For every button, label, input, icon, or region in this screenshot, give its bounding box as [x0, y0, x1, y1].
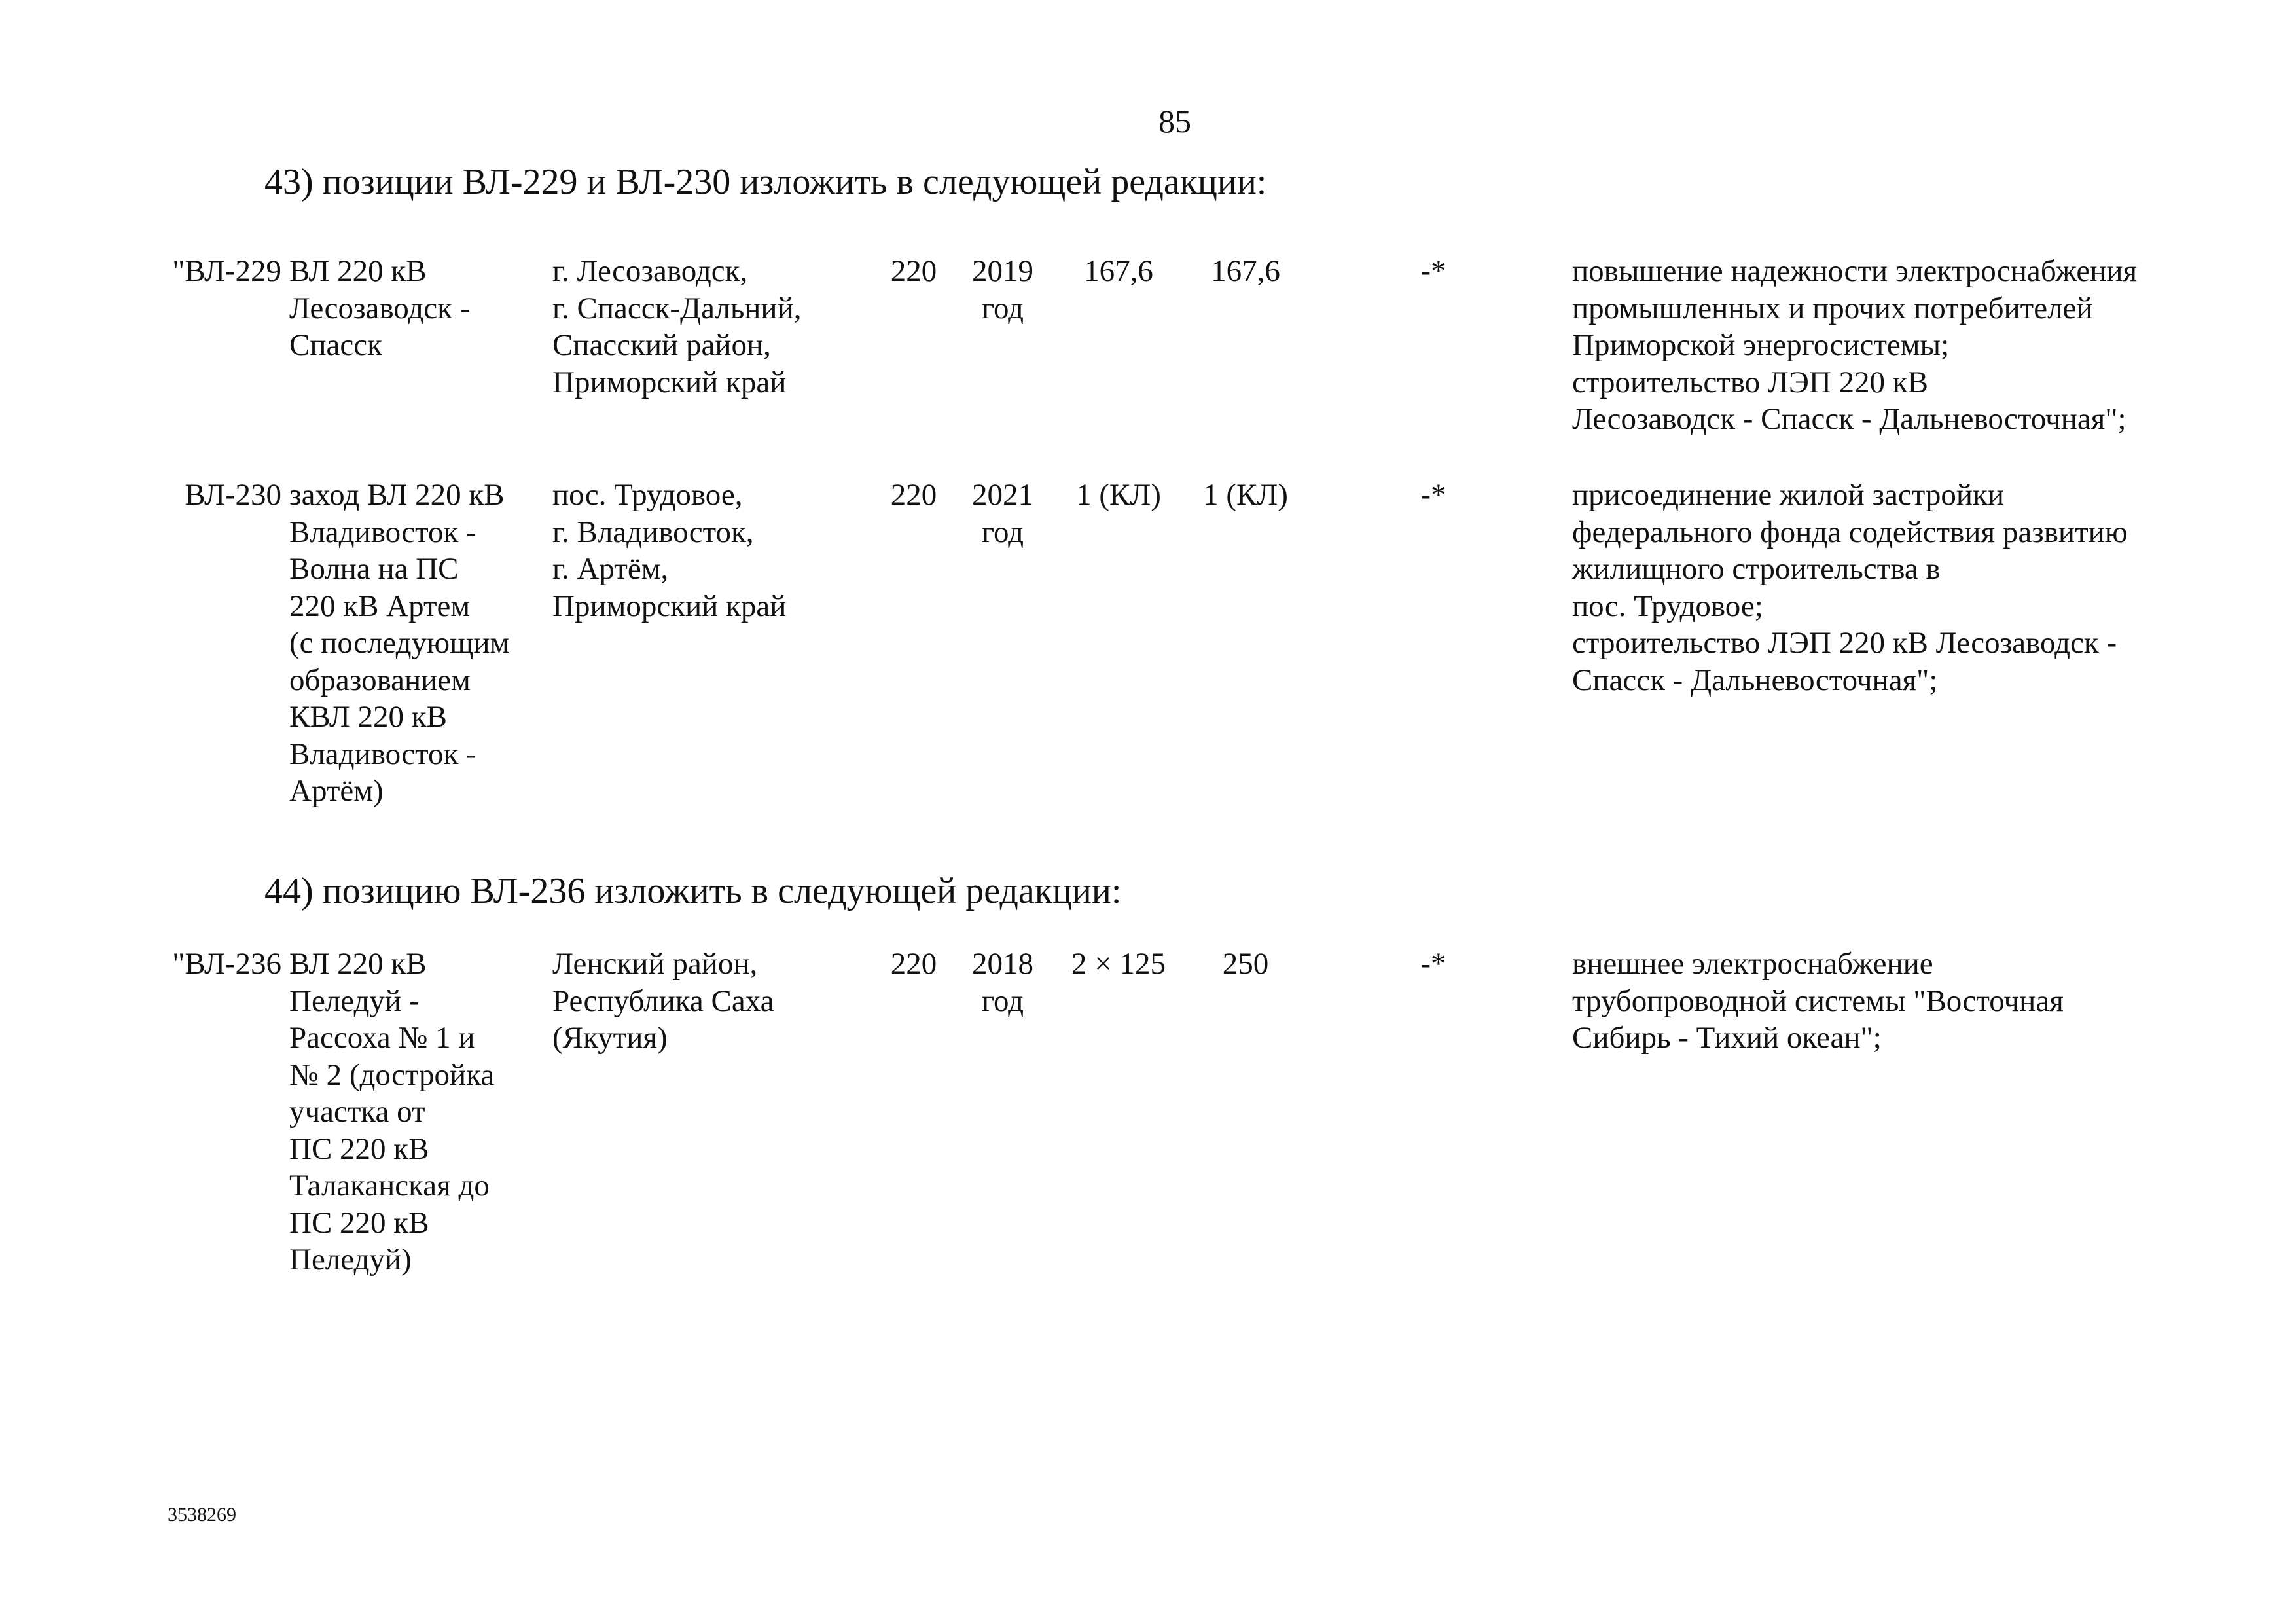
length-1: 2 × 125: [1071, 947, 1166, 981]
location: г. Лесозаводск, г. Спасск-Дальний, Спасский район, Приморский край: [552, 254, 802, 399]
length-2: 250: [1222, 947, 1269, 981]
purpose: внешнее электроснабжение трубопроводной системы "Восточная Сибирь - Тихий океан";: [1572, 947, 2064, 1055]
voltage: 220: [890, 478, 937, 512]
position-code: "ВЛ-229: [172, 254, 281, 288]
purpose: повышение надежности электроснабжения промышленных и прочих потребителей Приморской энергосистемы; строительство ЛЭП 220 кВ Лесозаводск - Спасск - Дальневосточная";: [1572, 254, 2138, 436]
voltage: 220: [890, 254, 937, 288]
position-code: "ВЛ-236: [172, 947, 281, 981]
position-code: ВЛ-230: [185, 478, 281, 512]
line-name: ВЛ 220 кВ Пеледуй - Рассоха № 1 и № 2 (достройка участка от ПС 220 кВ Талаканская до ПС 220 кВ Пеледуй): [289, 947, 495, 1277]
section-44-heading: 44) позицию ВЛ-236 изложить в следующей редакции:: [264, 871, 1122, 911]
purpose: присоединение жилой застройки федерального фонда содействия развитию жилищного строительства в пос. Трудовое; строительство ЛЭП 220 кВ Лесозаводск - Спасск - Дальневосточная";: [1572, 478, 2128, 697]
length-2: 167,6: [1211, 254, 1280, 288]
line-name: ВЛ 220 кВ Лесозаводск - Спасск: [289, 254, 471, 362]
location: Ленский район, Республика Саха (Якутия): [552, 947, 774, 1055]
mark: -*: [1420, 254, 1446, 288]
year: 2018 год: [972, 947, 1033, 1018]
year: 2021 год: [972, 478, 1033, 549]
page-number: 85: [1158, 103, 1191, 139]
location: пос. Трудовое, г. Владивосток, г. Артём, Приморский край: [552, 478, 787, 623]
mark: -*: [1420, 478, 1446, 512]
line-name: заход ВЛ 220 кВ Владивосток - Волна на ПС 220 кВ Артем (с последующим образованием КВЛ 220 кВ Владивосток - Артём): [289, 478, 510, 808]
document-id: 3538269: [168, 1504, 236, 1525]
length-1: 1 (КЛ): [1076, 478, 1161, 512]
year: 2019 год: [972, 254, 1033, 325]
length-2: 1 (КЛ): [1203, 478, 1288, 512]
mark: -*: [1420, 947, 1446, 981]
voltage: 220: [890, 947, 937, 981]
section-43-heading: 43) позиции ВЛ-229 и ВЛ-230 изложить в следующей редакции:: [264, 162, 1267, 202]
length-1: 167,6: [1084, 254, 1153, 288]
